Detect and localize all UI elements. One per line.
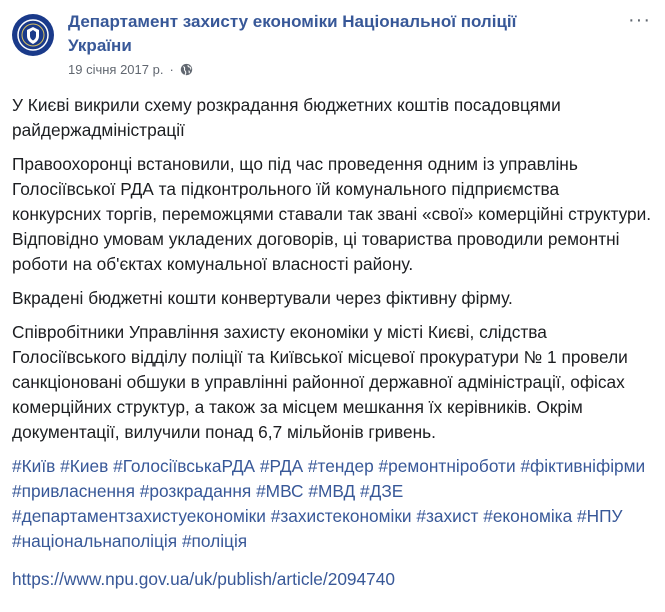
meta-separator: · <box>169 62 174 77</box>
hashtag[interactable]: #захистекономіки <box>270 506 412 526</box>
page-name-line2: України <box>68 36 132 55</box>
article-link[interactable]: https://www.npu.gov.ua/uk/publish/article/2094740 <box>12 569 395 589</box>
post-paragraph-2: Вкрадені бюджетні кошти конвертували через фіктивну фірму. <box>12 288 513 308</box>
hashtag-list <box>12 454 653 554</box>
hashtag[interactable]: #фіктивніфірми <box>520 456 646 476</box>
post-paragraph-3: Співробітники Управління захисту економіки у місті Києві, слідства Голосіївського відділу поліції та Київської місцевої прокуратури № 1 провели санкціоновані обшуки в управлінні районної державної адміністрації, офісах комерційних структур, а також за місцем мешкання їх керівників. Окрім документації, вилучили понад 6,7 мільйонів гривень. <box>12 322 628 442</box>
hashtag[interactable]: #національнаполіція <box>12 531 178 551</box>
hashtag[interactable]: #поліція <box>181 531 248 551</box>
page-name-line1: Департамент захисту економіки Національної поліції <box>68 12 517 31</box>
hashtag[interactable]: #ГолосіївськаРДА <box>113 456 256 476</box>
post-meta <box>68 62 653 77</box>
hashtag[interactable]: #Киев <box>60 456 109 476</box>
globe-icon[interactable] <box>180 63 193 76</box>
post-date[interactable]: 19 січня 2017 р. <box>68 62 164 77</box>
hashtag[interactable]: #ремонтніроботи <box>378 456 516 476</box>
hashtag[interactable]: #ДЗЕ <box>360 481 404 501</box>
hashtag[interactable]: #Київ <box>12 456 56 476</box>
hashtag[interactable]: #департаментзахистуекономіки <box>12 506 266 526</box>
hashtag[interactable]: #НПУ <box>577 506 623 526</box>
post-header <box>12 10 653 77</box>
hashtag[interactable]: #тендер <box>307 456 374 476</box>
hashtag[interactable]: #захист <box>416 506 479 526</box>
hashtag[interactable]: #МВД <box>308 481 356 501</box>
hashtag[interactable]: #розкрадання <box>139 481 252 501</box>
hashtag[interactable]: #привласнення <box>12 481 135 501</box>
more-options-button[interactable]: ··· <box>628 9 651 31</box>
post-paragraph-1: Правоохоронці встановили, що під час проведення одним із управлінь Голосіївської РДА та підконтрольного їй комунального підприємства конкурсних торгів, переможцями ставали так звані «свої» комерційні структури. Відповідно умовам укладених договорів, ці товариства проводили ремонтні роботи на об'єктах комунальної власності району. <box>12 154 652 274</box>
police-emblem-icon <box>16 18 50 52</box>
post-header-text <box>68 10 653 77</box>
post-headline: У Києві викрили схему розкрадання бюджетних коштів посадовцями райдержадміністрації <box>12 95 561 140</box>
hashtag[interactable]: #РДА <box>259 456 304 476</box>
hashtag[interactable]: #економіка <box>483 506 573 526</box>
hashtag[interactable]: #МВС <box>256 481 304 501</box>
avatar[interactable] <box>12 14 54 56</box>
post-content <box>12 93 653 592</box>
page-name[interactable] <box>68 10 653 58</box>
